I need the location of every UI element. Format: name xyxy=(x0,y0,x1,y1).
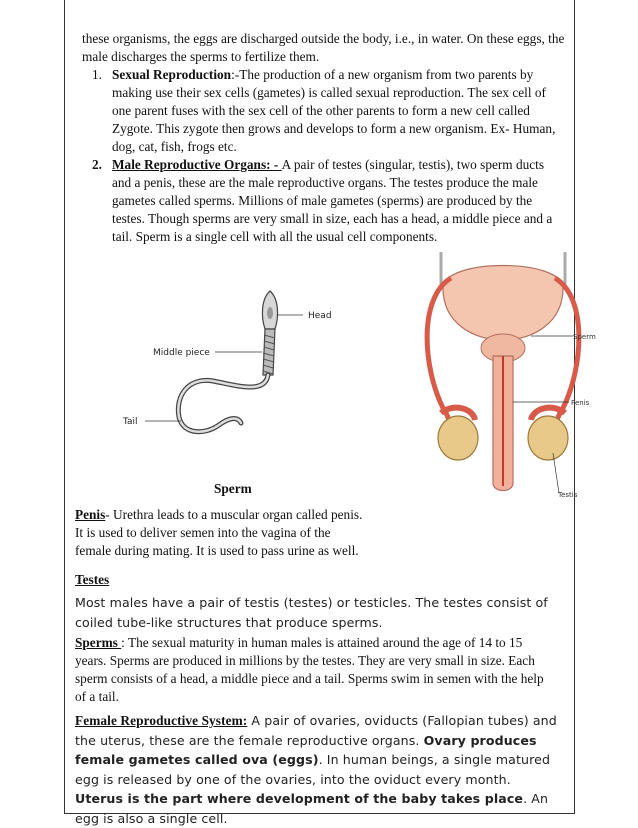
label-sperm: Sperm xyxy=(573,333,596,341)
female-bold-1: Ovary produces female gametes called ova (eggs) xyxy=(75,732,537,767)
list-item-text: A pair of testes (singular, testis), two sperm ducts and a penis, these are the male reproductive organs. The testes produce the male gametes called sperms. Millions of male gametes (sperms) are produced by the testes. Though sperms are very small in size, each has a head, a middle piece and a tail. Sperm is a single cell with all the usual cell components. xyxy=(112,157,553,244)
male-reproductive-organs-illustration xyxy=(413,248,608,503)
label-head: Head xyxy=(308,311,332,321)
testis-right xyxy=(528,416,568,460)
female-paragraph xyxy=(75,711,557,828)
label-penis: Penis xyxy=(571,399,590,407)
bladder xyxy=(443,266,563,341)
female-text-3: . An egg is also a single cell. xyxy=(75,791,549,826)
list-item-sexual-reproduction xyxy=(112,66,564,156)
penis-paragraph-line1 xyxy=(75,506,367,560)
intro-paragraph: these organisms, the eggs are discharged outside the body, i.e., in water. On these eggs, the male discharges the sperms to fertilize them. xyxy=(82,31,565,64)
penis-title: Penis xyxy=(75,507,106,522)
list-number-1: 1. xyxy=(92,67,102,82)
label-testis: Testis xyxy=(558,491,578,499)
list-item-male-organs xyxy=(112,156,566,246)
female-bold-2: Uterus is the part where development of the baby takes place xyxy=(75,791,524,806)
list-item-title: Sexual Reproduction xyxy=(112,67,232,82)
testes-heading: Testes xyxy=(75,572,110,587)
list-item-title: Male Reproductive Organs: - xyxy=(112,157,282,172)
label-middle-piece: Middle piece xyxy=(153,348,210,358)
sperm-illustration xyxy=(115,285,355,465)
female-text-1: A pair of ovaries, oviducts (Fallopian tubes) and the uterus, these are the female reproductive organs. xyxy=(75,713,557,748)
label-tail: Tail xyxy=(123,417,138,427)
sperm-caption: Sperm xyxy=(214,481,252,496)
sperms-title: Sperms xyxy=(75,635,122,650)
female-title: Female Reproductive System: xyxy=(75,713,248,728)
testis-left xyxy=(438,416,478,460)
list-item-text: :-The production of a new organism from two parents by making use their sex cells (gametes) is called sexual reproduction. The sex cell of one parent fuses with the sex cell of the other parents to form a new cell called Zygote. This zygote then grows and develops to form a new organism. Ex- Human, dog, cat, fish, frogs etc. xyxy=(112,67,556,154)
female-text-2: . In human beings, a single matured egg is released by one of the ovaries, into the oviduct every month. xyxy=(75,752,551,787)
penis-text: - Urethra leads to a muscular organ called penis. It is used to deliver semen into the vagina of the female during mating. It is used to pass urine as well. xyxy=(75,507,363,558)
sperms-text: : The sexual maturity in human males is attained around the age of 14 to 15 years. Sperms are produced in millions by the testes. They are very small in size. Each sperm consists of a head, a middle piece and a tail. Sperms swim in semen with the help of a tail. xyxy=(75,635,544,704)
sperms-paragraph xyxy=(75,634,557,706)
testes-paragraph: Most males have a pair of testis (testes) or testicles. The testes consist of coiled tube-like structures that produce sperms. xyxy=(75,595,548,630)
list-number-2: 2. xyxy=(92,157,102,172)
sperm-nucleus xyxy=(267,307,273,319)
